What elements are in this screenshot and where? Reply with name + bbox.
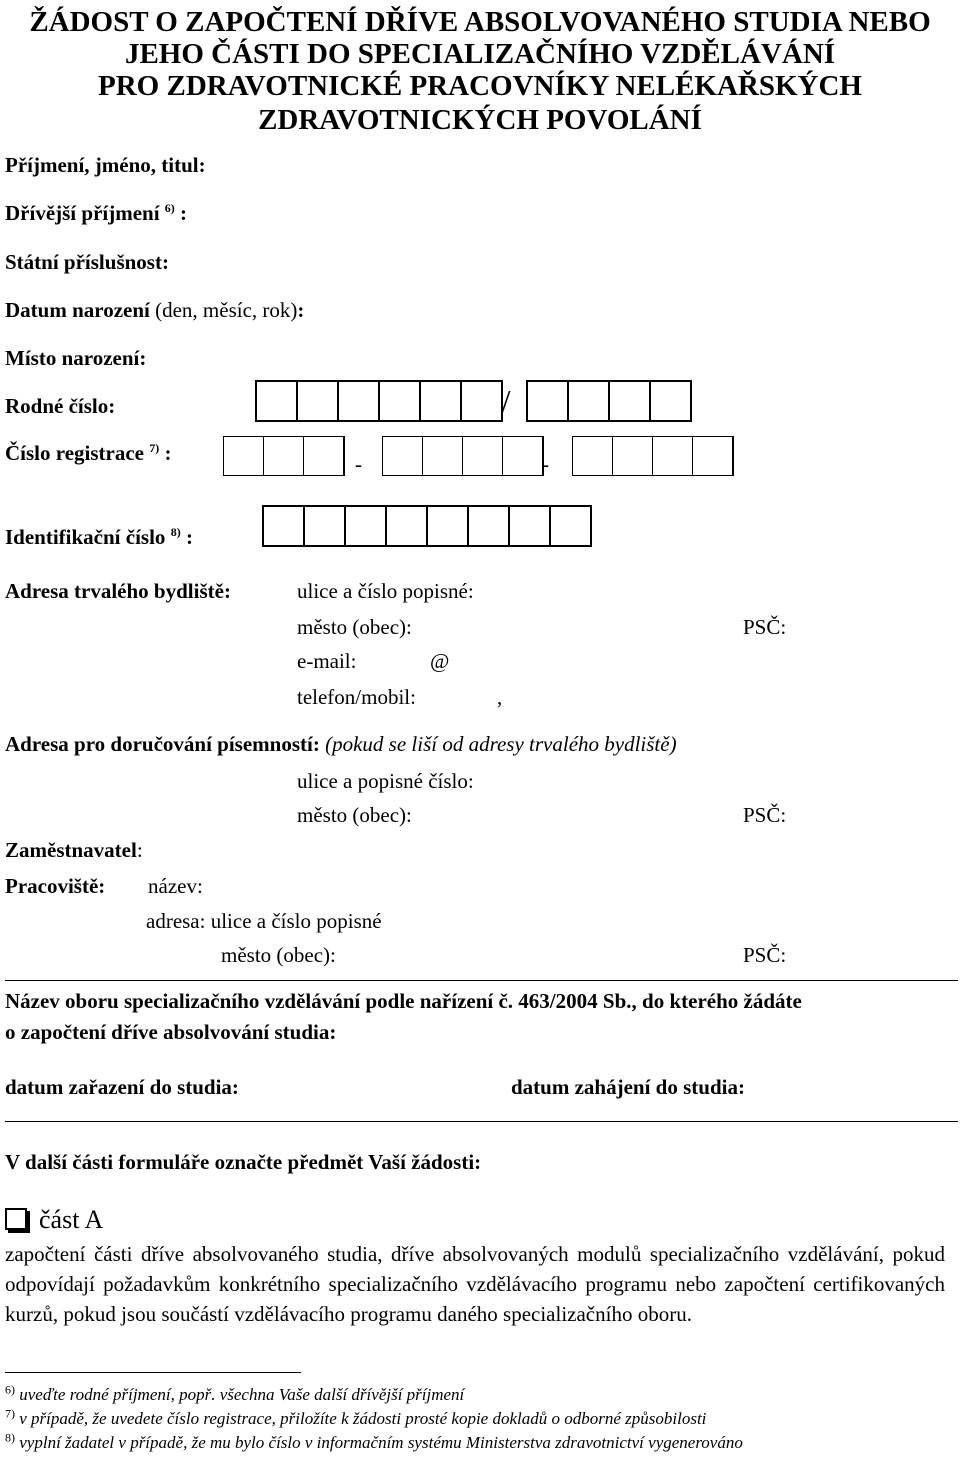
form-title-line-2: JEHO ČÁSTI DO SPECIALIZAČNÍHO VZDĚLÁVÁNÍ xyxy=(124,38,836,70)
registration-boxes-2[interactable] xyxy=(382,436,544,478)
checkbox-icon[interactable] xyxy=(5,1208,27,1230)
workplace-name-label: název: xyxy=(148,874,203,898)
digit-box[interactable] xyxy=(567,380,608,422)
digit-box[interactable] xyxy=(382,436,422,476)
workplace-city-label: město (obec): xyxy=(221,943,336,967)
birth-number-label: Rodné číslo: xyxy=(5,394,116,418)
digit-box[interactable] xyxy=(263,436,303,476)
delivery-address-label: Adresa pro doručování písemností: (pokud se liší od adresy trvalého bydliště) xyxy=(5,732,677,756)
former-surname-label: Dřívější příjmení $^{6)}$ : xyxy=(5,201,188,225)
employer-label: Zaměstnavatel: xyxy=(5,838,143,862)
birthplace-label: Místo narození: xyxy=(5,346,147,370)
part-a-label: část A xyxy=(39,1205,104,1234)
field-label-line-2: o započtení dříve absolvování studia: xyxy=(5,1020,337,1044)
digit-box[interactable] xyxy=(303,436,345,476)
footnote-ref-7: 7) xyxy=(149,441,160,455)
digit-box[interactable] xyxy=(422,436,462,476)
digit-box[interactable] xyxy=(649,380,692,422)
digit-box[interactable] xyxy=(692,436,734,476)
permanent-address-label: Adresa trvalého bydliště: xyxy=(5,579,231,603)
digit-box[interactable] xyxy=(385,505,426,547)
digit-box[interactable] xyxy=(419,380,460,422)
digit-box[interactable] xyxy=(262,505,303,547)
registration-dash-1: - xyxy=(355,452,362,476)
digit-box[interactable] xyxy=(608,380,649,422)
digit-box[interactable] xyxy=(223,436,263,476)
delivery-street-label: ulice a popisné číslo: xyxy=(297,769,474,793)
citizenship-label: Státní příslušnost: xyxy=(5,250,169,274)
permanent-street-label: ulice a číslo popisné: xyxy=(297,579,474,603)
registration-boxes-1[interactable] xyxy=(223,436,345,478)
enrollment-date-label: datum zařazení do studia: xyxy=(5,1075,239,1099)
id-number-label: Identifikační číslo $^{8)}$ : xyxy=(5,525,193,549)
digit-box[interactable] xyxy=(337,380,378,422)
part-a-description: započtení části dříve absolvovaného studia, dříve absolvovaných modulů specializačního vzdělávání, pokud odpovídají požadavkům konkrétního specializačního vzdělávacího programu nebo započtení certifikovaných kurzů, pokud jsou součástí vzdělávacího programu daného specializačního oboru. xyxy=(5,1242,945,1326)
digit-box[interactable] xyxy=(467,505,508,547)
digit-box[interactable] xyxy=(502,436,544,476)
workplace-zip-label: PSČ: xyxy=(743,943,787,967)
workplace-label: Pracoviště: xyxy=(5,874,106,898)
form-title-line-4: ZDRAVOTNICKÝCH POVOLÁNÍ xyxy=(258,104,702,136)
digit-box[interactable] xyxy=(549,505,592,547)
digit-box[interactable] xyxy=(344,505,385,547)
footnote-ref-8: 8) xyxy=(170,525,181,539)
digit-box[interactable] xyxy=(462,436,502,476)
form-title-line-3: PRO ZDRAVOTNICKÉ PRACOVNÍKY NELÉKAŘSKÝCH xyxy=(98,70,862,102)
digit-box[interactable] xyxy=(426,505,467,547)
id-number-boxes[interactable] xyxy=(262,505,592,547)
footnote-divider xyxy=(5,1372,301,1373)
birth-number-separator: / xyxy=(501,384,511,421)
delivery-zip-label: PSČ: xyxy=(743,803,787,827)
footnote-8: $^{8)}$ vyplní žadatel v případě, že mu bylo číslo v informačním systému Ministerstva zdravotnictví vygenerováno xyxy=(5,1430,743,1452)
digit-box[interactable] xyxy=(460,380,503,422)
phone-comma: , xyxy=(497,685,503,709)
digit-box[interactable] xyxy=(652,436,692,476)
birth-date-label: Datum narození (den, měsíc, rok): xyxy=(5,298,305,322)
birth-number-boxes-second[interactable] xyxy=(526,380,692,422)
digit-box[interactable] xyxy=(572,436,612,476)
birth-number-boxes-first[interactable] xyxy=(255,380,503,422)
footnote-ref-6: 6) xyxy=(164,201,175,215)
start-date-label: datum zahájení do studia: xyxy=(511,1075,745,1099)
digit-box[interactable] xyxy=(612,436,652,476)
permanent-zip-label: PSČ: xyxy=(743,615,787,639)
digit-box[interactable] xyxy=(303,505,344,547)
workplace-address-label: adresa: ulice a číslo popisné xyxy=(146,909,382,933)
section-divider xyxy=(5,1121,958,1122)
digit-box[interactable] xyxy=(378,380,419,422)
part-a-option[interactable] xyxy=(5,1207,103,1233)
section-divider xyxy=(5,980,958,981)
registration-dash-2: - xyxy=(542,452,549,476)
footnote-6: $^{6)}$ uveďte rodné příjmení, popř. všechna Vaše další dřívější příjmení xyxy=(5,1382,465,1404)
delivery-city-label: město (obec): xyxy=(297,803,412,827)
field-label-line-1: Název oboru specializačního vzdělávání podle nařízení č. 463/2004 Sb., do kterého žádáte xyxy=(5,989,802,1013)
digit-box[interactable] xyxy=(255,380,296,422)
subject-heading: V další části formuláře označte předmět Vaší žádosti: xyxy=(5,1150,482,1174)
footnote-7: $^{7)}$ v případě, že uvedete číslo registrace, přiložíte k žádosti prosté kopie dokladů o odborné způsobilosti xyxy=(5,1406,707,1428)
phone-label: telefon/mobil: xyxy=(297,685,416,709)
digit-box[interactable] xyxy=(296,380,337,422)
registration-label: Číslo registrace $^{7)}$ : xyxy=(5,441,172,465)
name-label: Příjmení, jméno, titul: xyxy=(5,153,206,177)
form-title-line-1: ŽÁDOST O ZAPOČTENÍ DŘÍVE ABSOLVOVANÉHO STUDIA NEBO xyxy=(29,6,931,38)
digit-box[interactable] xyxy=(508,505,549,547)
registration-boxes-3[interactable] xyxy=(572,436,734,478)
email-at-sign: @ xyxy=(430,649,450,673)
permanent-city-label: město (obec): xyxy=(297,615,412,639)
digit-box[interactable] xyxy=(526,380,567,422)
email-label: e-mail: xyxy=(297,649,357,673)
